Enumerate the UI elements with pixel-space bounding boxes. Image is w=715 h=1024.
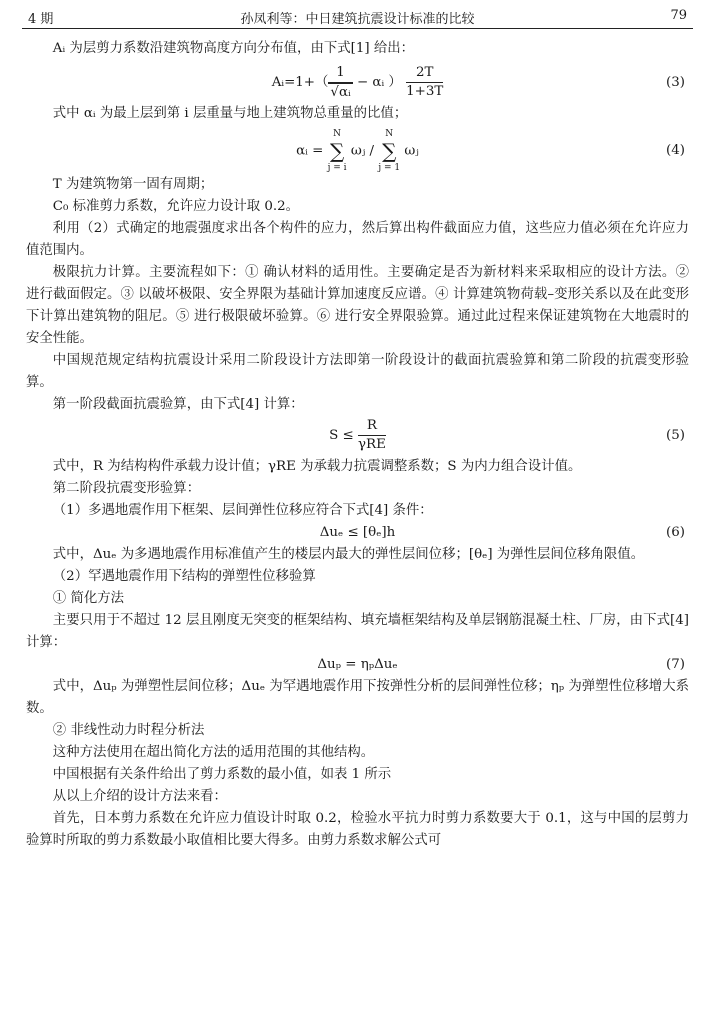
sum-symbol: N ∑ j = i xyxy=(327,129,347,173)
eq3-mid: − αᵢ ） xyxy=(352,75,402,90)
eq4-lhs: αᵢ = xyxy=(296,143,328,159)
paragraph: C₀ 标准剪力系数，允许应力设计取 0.2。 xyxy=(52,199,300,214)
paragraph: 第二阶段抗震变形验算： xyxy=(52,481,201,496)
paragraph: 式中，Δuₑ 为多遇地震作用标准值产生的楼层内最大的弹性层间位移；[θₑ] 为弹性层间位移角限值。 xyxy=(52,547,645,562)
paragraph: 中国规范规定结构抗震设计采用二阶段设计方法即第一阶段设计的截面抗震验算和第二阶段的抗震变形验算。 xyxy=(26,353,689,390)
eq7-expression: Δuₚ = ηₚΔuₑ xyxy=(317,657,398,672)
sum-symbol: N ∑ j = 1 xyxy=(378,129,401,173)
equation-5 xyxy=(26,416,689,456)
eq5-lhs: S ≤ xyxy=(329,428,359,443)
paragraph: ② 非线性动力时程分析法 xyxy=(52,723,205,738)
eq4-term1: ωⱼ / xyxy=(350,143,375,159)
running-title: 孙凤利等：中日建筑抗震设计标准的比较 xyxy=(240,12,475,27)
equation-number: (6) xyxy=(666,525,685,540)
article-body xyxy=(26,38,689,852)
paragraph: 第一阶段截面抗震验算，由下式[4] 计算： xyxy=(52,397,304,412)
paragraph: 极限抗力计算。主要流程如下：① 确认材料的适用性。主要确定是否为新材料来采取相应的设计方法。② 进行截面假定。③ 以破坏极限、安全界限为基础计算加速度反应谱。④ 计算建筑物荷载–变形关系以及在此变形下计算出建筑物的阻尼。⑤ 进行极限破坏验算。⑥ 进行安全界限验算。通过此过程来保证建筑物在大地震时的安全性能。 xyxy=(26,265,689,346)
equation-7 xyxy=(26,654,689,676)
equation-6 xyxy=(26,522,689,544)
paragraph: 式中，R 为结构构件承载力设计值；γRE 为承载力抗震调整系数；S 为内力组合设计值。 xyxy=(52,459,582,474)
paragraph: 中国根据有关条件给出了剪力系数的最小值，如表 1 所示 xyxy=(52,767,392,782)
equation-3 xyxy=(26,63,689,103)
eq3-frac2: $\frac{2T}{1+3T}$ xyxy=(406,65,444,99)
paragraph: （1）多遇地震作用下框架、层间弹性位移应符合下式[4] 条件： xyxy=(52,503,433,518)
eq3-frac1: $\frac{1}{\text{√αᵢ}}$ xyxy=(330,64,351,100)
paragraph: 首先，日本剪力系数在允许应力值设计时取 0.2，检验水平抗力时剪力系数要大于 0.1，这与中国的层剪力验算时所取的剪力系数最小取值相比要大得多。由剪力系数求解公式可 xyxy=(26,811,689,848)
equation-number: (4) xyxy=(666,143,685,158)
equation-number: (7) xyxy=(666,657,685,672)
paragraph: 主要只用于不超过 12 层且刚度无突变的框架结构、填充墙框架结构及单层钢筋混凝土柱、厂房，由下式[4] 计算： xyxy=(26,613,689,650)
running-header xyxy=(22,8,693,29)
paragraph: 利用（2）式确定的地震强度求出各个构件的应力，然后算出构件截面应力值，这些应力值必须在允许应力值范围内。 xyxy=(26,221,689,258)
paragraph: 式中，Δuₚ 为弹塑性层间位移；Δuₑ 为罕遇地震作用下按弹性分析的层间弹性位移；ηₚ 为弹塑性位移增大系数。 xyxy=(26,679,689,716)
equation-number: (3) xyxy=(666,75,685,90)
eq6-expression: Δuₑ ≤ [θₑ]h xyxy=(319,525,396,540)
paragraph: ① 简化方法 xyxy=(52,591,125,606)
paragraph: Aᵢ 为层剪力系数沿建筑物高度方向分布值，由下式[1] 给出： xyxy=(52,41,415,56)
paragraph: 式中 αᵢ 为最上层到第 i 层重量与地上建筑物总重量的比值； xyxy=(52,106,408,121)
eq4-term2: ωⱼ xyxy=(404,143,419,159)
eq3-lhs: Aᵢ=1+（ xyxy=(271,75,329,90)
issue-number: 4 期 xyxy=(28,12,54,27)
paragraph: T 为建筑物第一固有周期； xyxy=(52,177,214,192)
eq5-frac: $\frac{R}{\text{γRE}}$ xyxy=(358,418,386,452)
paragraph: （2）罕遇地震作用下结构的弹塑性位移验算 xyxy=(52,569,316,584)
equation-number: (5) xyxy=(666,428,685,443)
paragraph: 从以上介绍的设计方法来看： xyxy=(52,789,227,804)
page-number: 79 xyxy=(670,8,687,23)
paragraph: 这种方法使用在超出简化方法的适用范围的其他结构。 xyxy=(52,745,375,760)
equation-4 xyxy=(26,128,689,174)
